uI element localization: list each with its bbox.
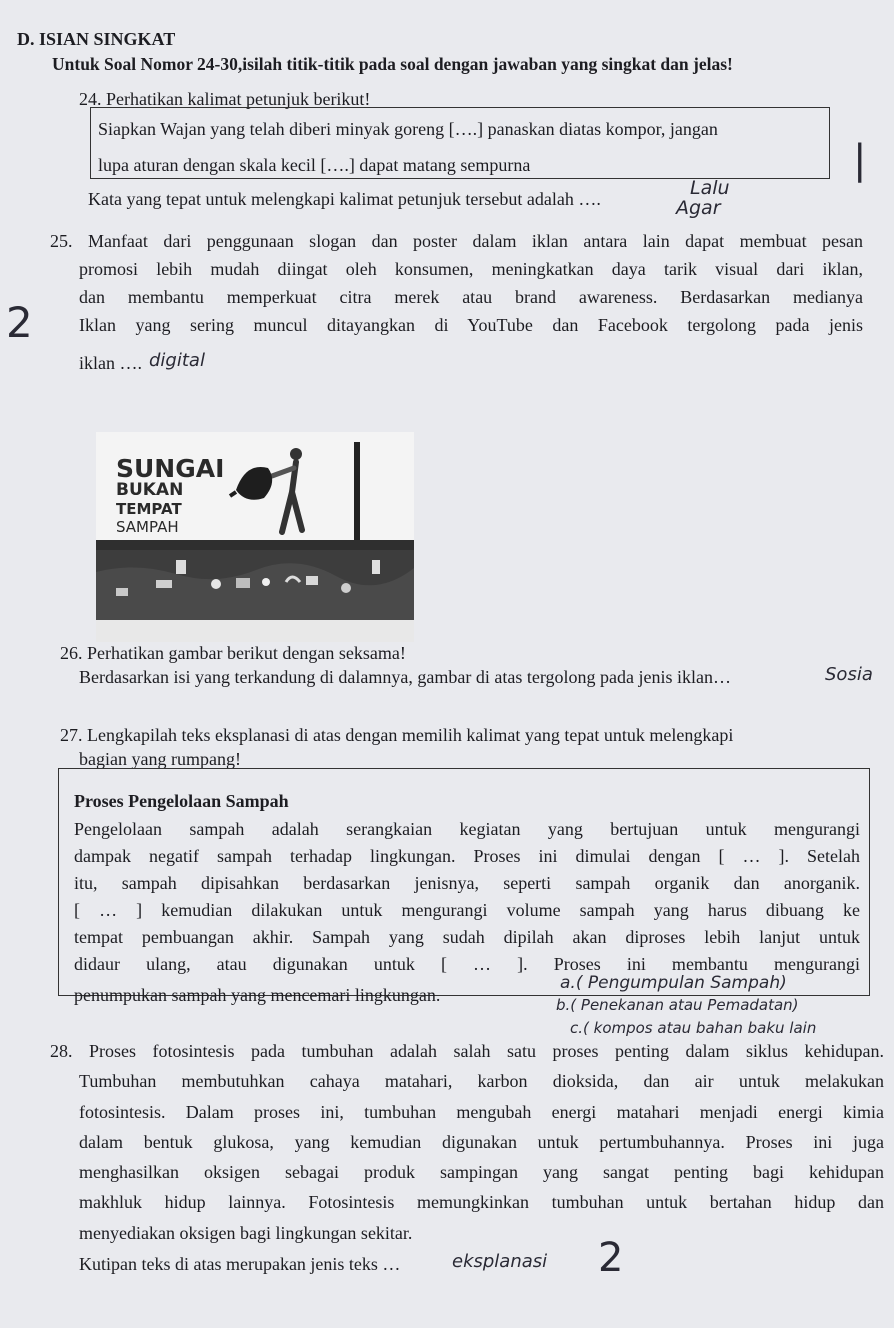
q28-line-5: menghasilkan oksigen sebagai produk sampingan yang sangat penting bagi kehidupan bbox=[79, 1162, 884, 1182]
q27-box-line-3: itu, sampah dipisahkan berdasarkan jenisnya, seperti sampah organik dan anorganik. bbox=[74, 873, 860, 893]
q27-box-line-5: tempat pembuangan akhir. Sampah yang sudah dipilah akan diproses lebih lanjut untuk bbox=[74, 927, 860, 947]
q24-answer2: Agar bbox=[676, 197, 721, 219]
poster-image bbox=[96, 432, 414, 642]
q25-line-2: promosi lebih mudah diingat oleh konsumen, meningkatkan daya tarik visual dari iklan, bbox=[79, 259, 863, 279]
q25-line-3: dan membantu memperkuat citra merek atau brand awareness. Berdasarkan medianya bbox=[79, 287, 863, 307]
q27-box-line-1: Pengelolaan sampah adalah serangkaian kegiatan yang bertujuan untuk mengurangi bbox=[74, 819, 860, 839]
q27-box-line-6: didaur ulang, atau digunakan untuk [ … ]. Proses ini membantu mengurangi bbox=[74, 954, 860, 974]
q27-box-line-4: [ … ] kemudian dilakukan untuk mengurangi volume sampah yang harus dibuang ke bbox=[74, 900, 860, 920]
q28-answer: eksplanasi bbox=[452, 1251, 548, 1272]
q24-intro: 24. Perhatikan kalimat petunjuk berikut! bbox=[79, 89, 371, 109]
q27-answer-c: c.( kompos atau bahan baku lain bbox=[570, 1019, 817, 1037]
q27-line2: bagian yang rumpang! bbox=[79, 749, 241, 769]
q27-answer-a: a.( Pengumpulan Sampah) bbox=[560, 973, 787, 993]
poster-line3: TEMPAT bbox=[116, 500, 182, 518]
q26-answer: Sosia bbox=[825, 664, 873, 685]
q26-line2: Berdasarkan isi yang terkandung di dalamnya, gambar di atas tergolong pada jenis iklan… bbox=[79, 667, 731, 687]
river-scene-illustration bbox=[96, 432, 414, 642]
q25-score: 2 bbox=[6, 298, 33, 347]
q27-answer-b: b.( Penekanan atau Pemadatan) bbox=[556, 996, 799, 1014]
q28-line-7: menyediakan oksigen bagi lingkungan sekitar. bbox=[79, 1223, 413, 1243]
poster-line1: SUNGAI bbox=[116, 454, 225, 483]
q24-margin-mark: | bbox=[853, 137, 867, 183]
q27-box-line-2: dampak negatif sampah terhadap lingkungan. Proses ini dimulai dengan [ … ]. Setelah bbox=[74, 846, 860, 866]
q24-question: Kata yang tepat untuk melengkapi kalimat petunjuk tersebut adalah …. bbox=[88, 189, 601, 209]
q25-line-4: Iklan yang sering muncul ditayangkan di YouTube dan Facebook tergolong pada jenis bbox=[79, 315, 863, 335]
q28-line-3: fotosintesis. Dalam proses ini, tumbuhan mengubah energi matahari menjadi energi kimia bbox=[79, 1102, 884, 1122]
q28-line-1: 28. Proses fotosintesis pada tumbuhan adalah salah satu proses penting dalam siklus kehidupan. bbox=[50, 1041, 884, 1061]
q24-box-line1: Siapkan Wajan yang telah diberi minyak goreng [….] panaskan diatas kompor, jangan bbox=[98, 119, 718, 139]
section-heading: D. ISIAN SINGKAT bbox=[17, 29, 176, 49]
q27-box-title: Proses Pengelolaan Sampah bbox=[74, 791, 289, 811]
q28-line-6: makhluk hidup lainnya. Fotosintesis memungkinkan tumbuhan untuk bertahan hidup dan bbox=[79, 1192, 884, 1212]
section-instruction: Untuk Soal Nomor 24-30,isilah titik-titik pada soal dengan jawaban yang singkat dan jelas! bbox=[52, 54, 733, 74]
q25-line-1: 25. Manfaat dari penggunaan slogan dan poster dalam iklan antara lain dapat membuat pesan bbox=[50, 231, 863, 251]
q25-answer: digital bbox=[149, 350, 205, 371]
q27-line1: 27. Lengkapilah teks eksplanasi di atas dengan memilih kalimat yang tepat untuk melengkapi bbox=[60, 725, 734, 745]
q24-answer1: Lalu bbox=[690, 177, 730, 199]
q26-line1: 26. Perhatikan gambar berikut dengan seksama! bbox=[60, 643, 406, 663]
q27-box-last: penumpukan sampah yang mencemari lingkungan. bbox=[74, 985, 441, 1005]
poster-line2: BUKAN bbox=[116, 480, 184, 500]
q28-question: Kutipan teks di atas merupakan jenis teks … bbox=[79, 1254, 401, 1274]
poster-line4: SAMPAH bbox=[116, 518, 179, 536]
q28-line-4: dalam bentuk glukosa, yang kemudian digunakan untuk pertumbuhannya. Proses ini juga bbox=[79, 1132, 884, 1152]
q28-line-2: Tumbuhan membutuhkan cahaya matahari, karbon dioksida, dan air untuk melakukan bbox=[79, 1071, 884, 1091]
q24-box-line2: lupa aturan dengan skala kecil [….] dapat matang sempurna bbox=[98, 155, 531, 175]
q28-score: 2 bbox=[598, 1235, 624, 1281]
q25-last-line: iklan …. bbox=[79, 353, 142, 373]
